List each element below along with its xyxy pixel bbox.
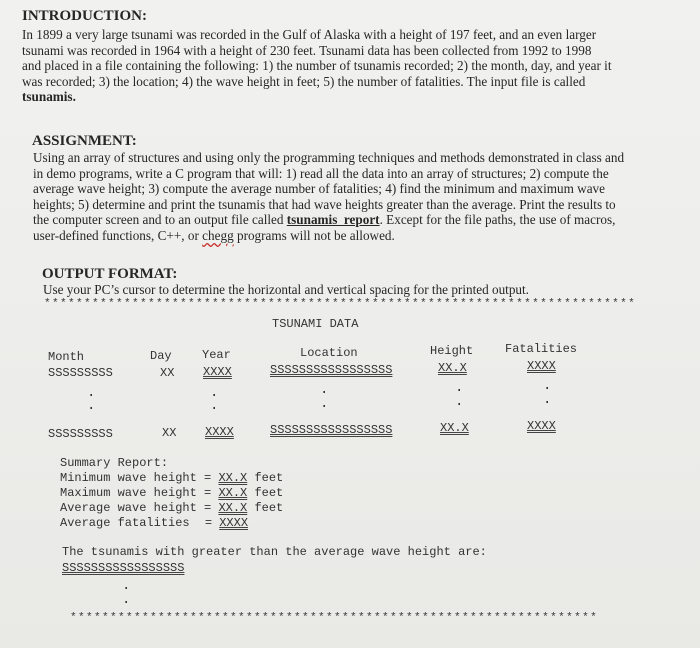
summary-max-value: XX.X [218, 486, 248, 500]
column-day: Day [150, 349, 172, 363]
ellipsis-dot: . [87, 398, 96, 414]
row-year: XXXX [205, 425, 234, 439]
greater-than-average-value: SSSSSSSSSSSSSSSSS [62, 561, 185, 575]
column-height: Height [430, 344, 474, 358]
introduction-line: was recorded; 3) the location; 4) the wave height in feet; 5) the number of fatalities. The input file is called [22, 73, 586, 89]
summary-fatalities-row [60, 516, 248, 530]
ellipsis-dot: . [455, 380, 464, 396]
summary-avg-label: Average wave height [60, 501, 197, 515]
assignment-line: heights; 5) determine and print the tsunamis that had wave heights greater than the average. Print the results to [33, 196, 616, 212]
assignment-line-text: programs will not be allowed. [233, 227, 395, 243]
row-height: XX.X [440, 421, 469, 435]
assignment-line-text: the computer screen and to an output file called [33, 212, 287, 228]
summary-max-row [60, 486, 283, 500]
assignment-paragraph [33, 150, 624, 244]
summary-min-row [60, 471, 283, 485]
introduction-paragraph [22, 27, 611, 105]
ellipsis-dot: . [210, 385, 219, 401]
row-fatalities: XXXX [527, 359, 556, 373]
ellipsis-dot: . [320, 396, 329, 412]
column-month: Month [48, 350, 85, 364]
summary-avg-row [60, 501, 283, 515]
summary-title: Summary Report: [60, 456, 169, 470]
assignment-line-text: . Except for the file paths, the use of macros, [379, 212, 616, 228]
unit-feet: feet [254, 471, 284, 485]
column-location: Location [300, 346, 358, 360]
ellipsis-dot: . [122, 578, 131, 594]
summary-avg-value: XX.X [218, 501, 248, 515]
column-year: Year [202, 348, 231, 362]
row-day: XX [160, 366, 175, 380]
output-format-heading: OUTPUT FORMAT: [42, 266, 178, 282]
row-location: SSSSSSSSSSSSSSSSS [270, 363, 393, 377]
row-day: XX [162, 426, 177, 440]
assignment-line: Using an array of structures and using only the programming techniques and methods demonstrated in class and [33, 150, 625, 165]
assignment-line [33, 228, 624, 244]
equals-sign: = [204, 471, 212, 485]
assignment-line-text: user-defined functions, C++, or [33, 227, 203, 243]
output-format-instruction: Use your PC’s cursor to determine the horizontal and vertical spacing for the printed output. [43, 282, 529, 297]
ellipsis-dot: . [87, 385, 96, 401]
ellipsis-dot: . [543, 378, 552, 394]
column-fatalities: Fatalities [505, 342, 578, 356]
summary-max-label: Maximum wave height [60, 486, 197, 500]
summary-min-value: XX.X [218, 471, 248, 485]
equals-sign: = [204, 516, 213, 530]
summary-min-label: Minimum wave height [60, 471, 197, 485]
summary-fatalities-label: Average fatalities [60, 516, 190, 530]
stars-bottom-divider: ****************************************************************** [70, 612, 599, 624]
introduction-line: tsunami was recorded in 1964 with a height of 230 feet. Tsunami data has been collected from 1992 to 1998 [22, 42, 592, 58]
equals-sign: = [204, 486, 212, 500]
assignment-line: average wave height; 3) compute the average number of fatalities; 4) find the minimum and maximum wave [33, 181, 605, 197]
row-location: SSSSSSSSSSSSSSSSS [270, 423, 393, 437]
equals-sign: = [204, 501, 212, 515]
row-height: XX.X [438, 361, 467, 375]
stars-top-divider: ************************************************************************** [44, 298, 637, 310]
introduction-heading: INTRODUCTION: [22, 8, 148, 24]
unit-feet: feet [254, 486, 284, 500]
assignment-line [33, 212, 624, 228]
chegg-word: chegg [202, 227, 234, 243]
row-month: SSSSSSSSS [48, 427, 113, 441]
ellipsis-dot: . [455, 394, 464, 410]
table-title: TSUNAMI DATA [272, 317, 359, 331]
assignment-heading: ASSIGNMENT: [32, 133, 137, 149]
row-fatalities: XXXX [527, 419, 556, 433]
ellipsis-dot: . [210, 398, 219, 414]
introduction-line: In 1899 a very large tsunami was recorded in the Gulf of Alaska with a height of 197 feet, and an even larger [22, 27, 597, 42]
ellipsis-dot: . [122, 592, 131, 608]
ellipsis-dot: . [320, 382, 329, 398]
input-filename: tsunamis. [22, 89, 76, 105]
unit-feet: feet [254, 501, 284, 515]
greater-than-average-text: The tsunamis with greater than the average wave height are: [62, 545, 487, 559]
row-month: SSSSSSSSS [48, 366, 113, 380]
ellipsis-dot: . [543, 392, 552, 408]
output-filename: tsunamis_report [286, 212, 380, 228]
summary-fatalities-value: XXXX [219, 516, 249, 530]
introduction-line: and placed in a file containing the following: 1) the number of tsunamis recorded; 2) the month, day, and year it [22, 58, 612, 74]
assignment-line: in demo programs, write a C program that will: 1) read all the data into an array of structures; 2) compute the [33, 165, 609, 181]
row-year: XXXX [203, 365, 232, 379]
